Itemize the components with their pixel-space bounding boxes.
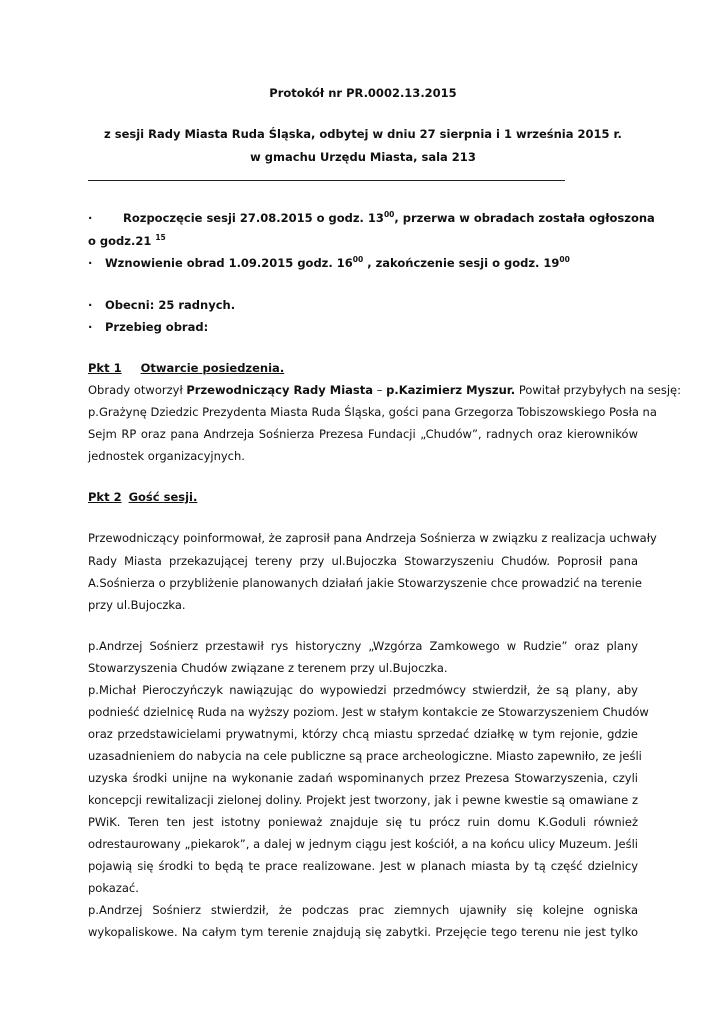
- pkt2-line: A.Sośnierza o przybliżenie planowanych działań jakie Stowarzyszenie chce prowadzić na terenie: [88, 576, 642, 590]
- pkt2-line: pokazać.: [88, 881, 139, 895]
- pkt2-line: PWiK. Teren ten jest istotny ponieważ znajduje się tu prócz ruin domu K.Goduli również: [88, 815, 638, 829]
- pkt2-line: Rady Miasta przekazującej tereny przy ul.Bujoczka Stowarzyszeniu Chudów. Poprosił pana: [88, 554, 638, 568]
- pkt2-line: p.Andrzej Sośnierz przestawił rys historyczny „Wzgórza Zamkowego w Rudzie” oraz plany: [88, 639, 638, 653]
- pkt2-line: uzasadnieniem do nabycia na cele publiczne są prace archeologiczne. Miasto zapewniło, ze jeśli: [88, 749, 642, 763]
- bullet-icon: ·: [88, 320, 93, 334]
- pkt2-line: oraz przedstawicielami prywatnymi, którzy chcą miastu sprzedać działkę w tym rejonie, gdzie: [88, 727, 638, 741]
- pkt2-line: pojawią się środki to będą te prace realizowane. Jest w planach miasta by tą część dzielnicy: [88, 859, 638, 873]
- proceedings-heading: · Przebieg obrad:: [88, 320, 209, 334]
- pkt2-line: podnieść dzielnicę Ruda na wyższy poziom. Jest w stałym kontakcie ze Stowarzyszeniem Chudów: [88, 705, 649, 719]
- pkt2-line: Przewodniczący poinformował, że zaprosił pana Andrzeja Sośnierza w związku z realizacja uchwały: [88, 531, 657, 545]
- attendance-line: · Obecni: 25 radnych.: [88, 298, 236, 312]
- pkt2-heading: Pkt 2 Gość sesji.: [88, 490, 198, 504]
- bullet-icon: ·: [88, 256, 93, 270]
- pkt1-line: Obrady otworzył Przewodniczący Rady Miasta – p.Kazimierz Myszur. Powitał przybyłych na sesję:: [88, 383, 681, 397]
- pkt2-line: p.Andrzej Sośnierz stwierdził, że podczas prac ziemnych ujawniły się kolejne ogniska: [88, 903, 638, 917]
- session-subtitle: z sesji Rady Miasta Ruda Śląska, odbytej w dniu 27 sierpnia i 1 września 2015 r.: [104, 127, 622, 141]
- header-divider: [88, 180, 565, 181]
- pkt2-line: wykopaliskowe. Na całym tym terenie znajdują się zabytki. Przejęcie tego terenu nie jest tylko: [88, 925, 638, 939]
- session-resume-line: · Wznowienie obrad 1.09.2015 godz. $16^{00}$ , zakończenie sesji o godz. $19^{00}$: [88, 255, 570, 270]
- session-location: w gmachu Urzędu Miasta, sala 213: [250, 150, 476, 164]
- bullet-icon: ·: [88, 211, 93, 225]
- pkt2-line: Stowarzyszenia Chudów związane z terenem przy ul.Bujoczka.: [88, 661, 448, 675]
- pkt1-heading: Pkt 1 Otwarcie posiedzenia.: [88, 361, 285, 375]
- pkt2-line: uzyska środki unijne na wykonanie zadań wspominanych przez Prezesa Stowarzyszenia, czyli: [88, 771, 638, 785]
- pkt2-line: odrestaurowany „piekarok”, a dalej w jednym ciągu jest kościół, a na końcu ulicy Muzeum. Jeśli: [88, 837, 638, 851]
- pkt1-line: Sejm RP oraz pana Andrzeja Sośnierza Prezesa Fundacji „Chudów”, radnych oraz kierowników: [88, 427, 638, 441]
- pkt2-line: koncepcji rewitalizacji zielonej doliny. Projekt jest tworzony, jak i pewne kwestie są omawiane z: [88, 793, 638, 807]
- session-break-time: o godz.21 $^{15}$: [88, 233, 166, 248]
- session-start-line: · Rozpoczęcie sesji 27.08.2015 o godz. $13^{00}$, przerwa w obradach została ogłoszona: [88, 210, 655, 225]
- pkt2-line: p.Michał Pieroczyńczyk nawiązując do wypowiedzi przedmówcy stwierdził, że są plany, aby: [88, 683, 638, 697]
- document-title: Protokół nr PR.0002.13.2015: [269, 86, 457, 100]
- pkt1-line: jednostek organizacyjnych.: [88, 449, 245, 463]
- pkt1-line: p.Grażynę Dziedzic Prezydenta Miasta Ruda Śląska, gości pana Grzegorza Tobiszowskiego Posła na: [88, 405, 657, 419]
- pkt2-line: przy ul.Bujoczka.: [88, 598, 186, 612]
- bullet-icon: ·: [88, 298, 93, 312]
